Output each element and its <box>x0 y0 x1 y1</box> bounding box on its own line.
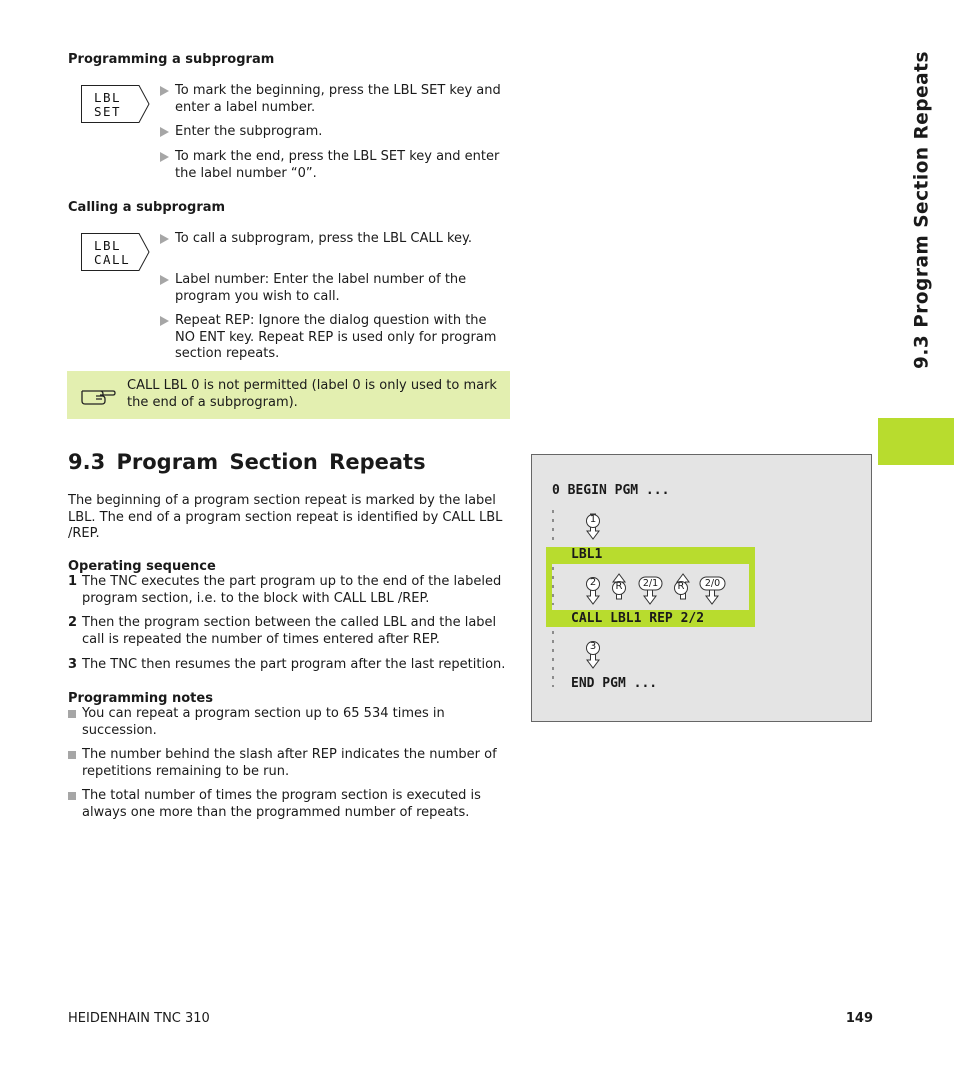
programming-notes-heading: Programming notes <box>68 691 213 706</box>
intro-paragraph: The beginning of a program section repeat is marked by the label LBL. The end of a program section repeat is identified by CALL LBL /REP. <box>68 493 503 541</box>
program-repeat-diagram <box>531 454 872 722</box>
marker-2-1: 2/1 <box>642 578 659 589</box>
operating-sequence-heading: Operating sequence <box>68 559 216 574</box>
square-bullet-icon <box>68 792 76 800</box>
square-bullet-icon <box>68 751 76 759</box>
marker-3: 3 <box>589 641 597 652</box>
calling-step-2: Label number: Enter the label number of the program you wish to call. <box>160 272 480 305</box>
key-label-line2: SET <box>94 104 122 119</box>
diagram-begin-line: 0 BEGIN PGM ... <box>552 483 670 498</box>
subprogram-step-2: Enter the subprogram. <box>160 124 510 141</box>
calling-step-3: Repeat REP: Ignore the dialog question with the NO ENT key. Repeat REP is used only for program section repeats. <box>160 313 510 363</box>
square-bullet-icon <box>68 710 76 718</box>
diagram-call-line: CALL LBL1 REP 2/2 <box>571 611 705 626</box>
footer-product: HEIDENHAIN TNC 310 <box>68 1011 210 1026</box>
subprogram-heading: Programming a subprogram <box>68 52 275 67</box>
subprogram-step-3: To mark the end, press the LBL SET key and enter the label number “0”. <box>160 149 510 182</box>
note-text: CALL LBL 0 is not permitted (label 0 is only used to mark the end of a subprogram). <box>127 378 497 410</box>
triangle-bullet-icon <box>160 86 169 96</box>
key-label-line1: LBL <box>94 238 122 253</box>
section-title: 9.3 Program Section Repeats <box>68 450 426 474</box>
page-number: 149 <box>845 1011 873 1026</box>
operating-item-2: 2 Then the program section between the called LBL and the label call is repeated the number of times entered after REP. <box>68 615 497 647</box>
operating-item-1: 1 The TNC executes the part program up to the end of the labeled program section, i.e. to the block with CALL LBL /REP. <box>68 574 502 606</box>
note-item-1: You can repeat a program section up to 65 534 times in succession. <box>68 706 508 739</box>
note-box <box>67 371 510 419</box>
marker-2-0: 2/0 <box>704 578 721 589</box>
triangle-bullet-icon <box>160 234 169 244</box>
key-label-line2: CALL <box>94 252 131 267</box>
marker-r-1: R <box>615 581 623 592</box>
calling-step-1: To call a subprogram, press the LBL CALL key. <box>160 231 510 248</box>
calling-heading: Calling a subprogram <box>68 200 226 215</box>
marker-r-2: R <box>677 581 685 592</box>
chapter-tab <box>878 418 954 465</box>
operating-item-3: 3 The TNC then resumes the part program after the last repetition. <box>68 657 506 672</box>
diagram-lbl-line: LBL1 <box>571 547 603 562</box>
marker-1: 1 <box>589 514 597 525</box>
key-label-line1: LBL <box>94 90 122 105</box>
lbl-call-key[interactable] <box>81 233 150 271</box>
subprogram-step-1: To mark the beginning, press the LBL SET key and enter a label number. <box>160 83 510 116</box>
marker-2: 2 <box>589 577 597 588</box>
note-item-2: The number behind the slash after REP indicates the number of repetitions remaining to be run. <box>68 747 508 780</box>
pointing-hand-icon <box>80 382 116 408</box>
diagram-end-line: END PGM ... <box>571 676 658 691</box>
triangle-bullet-icon <box>160 316 169 326</box>
lbl-set-key[interactable] <box>81 85 150 123</box>
side-chapter-title: 9.3 Program Section Repeats <box>911 51 933 369</box>
triangle-bullet-icon <box>160 127 169 137</box>
note-item-3: The total number of times the program section is executed is always one more than the programmed number of repeats. <box>68 788 508 821</box>
triangle-bullet-icon <box>160 275 169 285</box>
triangle-bullet-icon <box>160 152 169 162</box>
